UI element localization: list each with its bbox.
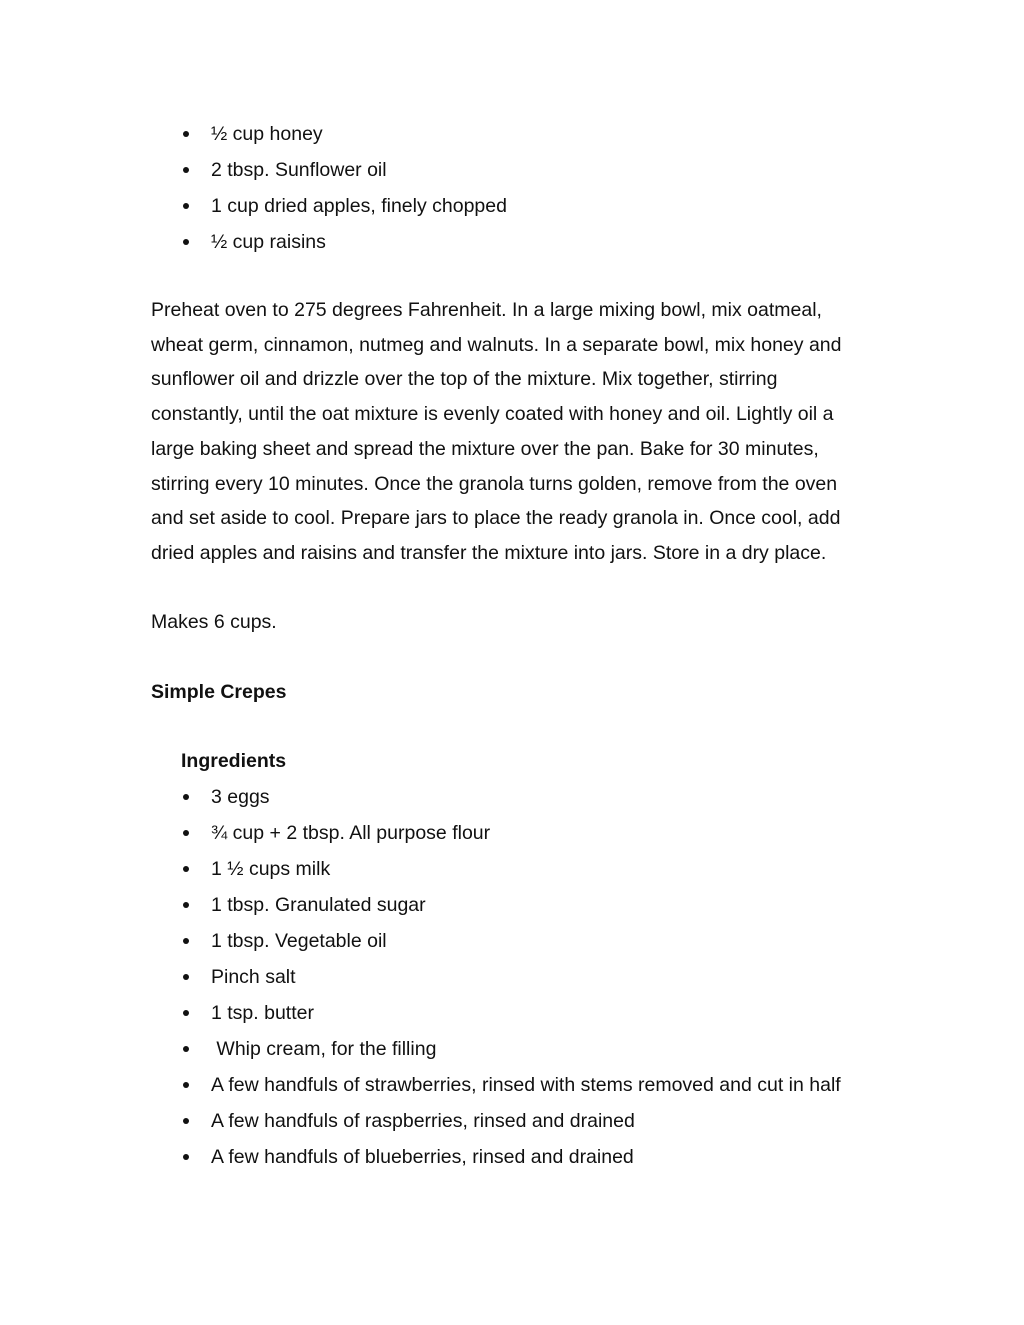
- list-item: [181, 779, 941, 815]
- instruction-line: wheat germ, cinnamon, nutmeg and walnuts. In a separate bowl, mix honey and: [151, 333, 842, 356]
- bullet-icon: [183, 239, 189, 245]
- list-item: [181, 1103, 941, 1139]
- bullet-icon: [183, 167, 189, 173]
- granola-instructions: [151, 293, 891, 571]
- list-item-text: ½ cup raisins: [211, 231, 326, 253]
- list-item-text: 1 cup dried apples, finely chopped: [211, 195, 507, 217]
- bullet-icon: [183, 203, 189, 209]
- list-item: [181, 887, 941, 923]
- list-item-text: 1 tbsp. Vegetable oil: [211, 930, 387, 952]
- ingredients-heading: Ingredients: [181, 750, 287, 772]
- bullet-icon: [183, 1046, 189, 1052]
- list-item-text: 1 tbsp. Granulated sugar: [211, 894, 426, 916]
- list-item: [181, 188, 941, 224]
- list-item: [181, 116, 941, 152]
- list-item: [181, 1067, 941, 1103]
- bullet-icon: [183, 1154, 189, 1160]
- list-item-text: ¾ cup + 2 tbsp. All purpose flour: [211, 822, 491, 844]
- list-item: [181, 224, 941, 260]
- list-item: [181, 815, 941, 851]
- instruction-line: and set aside to cool. Prepare jars to place the ready granola in. Once cool, add: [151, 507, 841, 530]
- list-item-text: 3 eggs: [211, 786, 270, 808]
- bullet-icon: [183, 974, 189, 980]
- list-item-text: 1 tsp. butter: [211, 1002, 314, 1024]
- list-item: [181, 1139, 941, 1175]
- crepe-ingredient-list: [181, 779, 941, 1175]
- instruction-line: stirring every 10 minutes. Once the granola turns golden, remove from the oven: [151, 472, 838, 495]
- list-item-text: A few handfuls of blueberries, rinsed and drained: [211, 1146, 634, 1168]
- list-item: [181, 923, 941, 959]
- bullet-icon: [183, 866, 189, 872]
- instruction-line: sunflower oil and drizzle over the top of the mixture. Mix together, stirring: [151, 368, 778, 391]
- list-item-text: 2 tbsp. Sunflower oil: [211, 159, 387, 181]
- bullet-icon: [183, 902, 189, 908]
- bullet-icon: [183, 830, 189, 836]
- list-item-text: Whip cream, for the filling: [211, 1038, 437, 1060]
- bullet-icon: [183, 131, 189, 137]
- list-item: [181, 995, 941, 1031]
- list-item: [181, 851, 941, 887]
- list-item-text: A few handfuls of strawberries, rinsed with stems removed and cut in half: [211, 1074, 841, 1096]
- instruction-line: dried apples and raisins and transfer the mixture into jars. Store in a dry place.: [151, 541, 827, 564]
- instruction-line: constantly, until the oat mixture is evenly coated with honey and oil. Lightly oil a: [151, 403, 834, 426]
- bullet-icon: [183, 938, 189, 944]
- granola-ingredient-list: [181, 116, 941, 260]
- instruction-line: large baking sheet and spread the mixture over the pan. Bake for 30 minutes,: [151, 437, 819, 460]
- list-item-text: Pinch salt: [211, 966, 296, 988]
- instruction-line: Preheat oven to 275 degrees Fahrenheit. In a large mixing bowl, mix oatmeal,: [151, 299, 822, 321]
- bullet-icon: [183, 1118, 189, 1124]
- recipe-yield: Makes 6 cups.: [151, 611, 277, 633]
- list-item: [181, 959, 941, 995]
- recipe-title: Simple Crepes: [151, 681, 287, 703]
- list-item: [181, 1031, 941, 1067]
- bullet-icon: [183, 1082, 189, 1088]
- list-item-text: 1 ½ cups milk: [211, 858, 331, 880]
- bullet-icon: [183, 1010, 189, 1016]
- bullet-icon: [183, 794, 189, 800]
- list-item-text: ½ cup honey: [211, 123, 323, 145]
- list-item: [181, 152, 941, 188]
- list-item-text: A few handfuls of raspberries, rinsed and drained: [211, 1110, 635, 1132]
